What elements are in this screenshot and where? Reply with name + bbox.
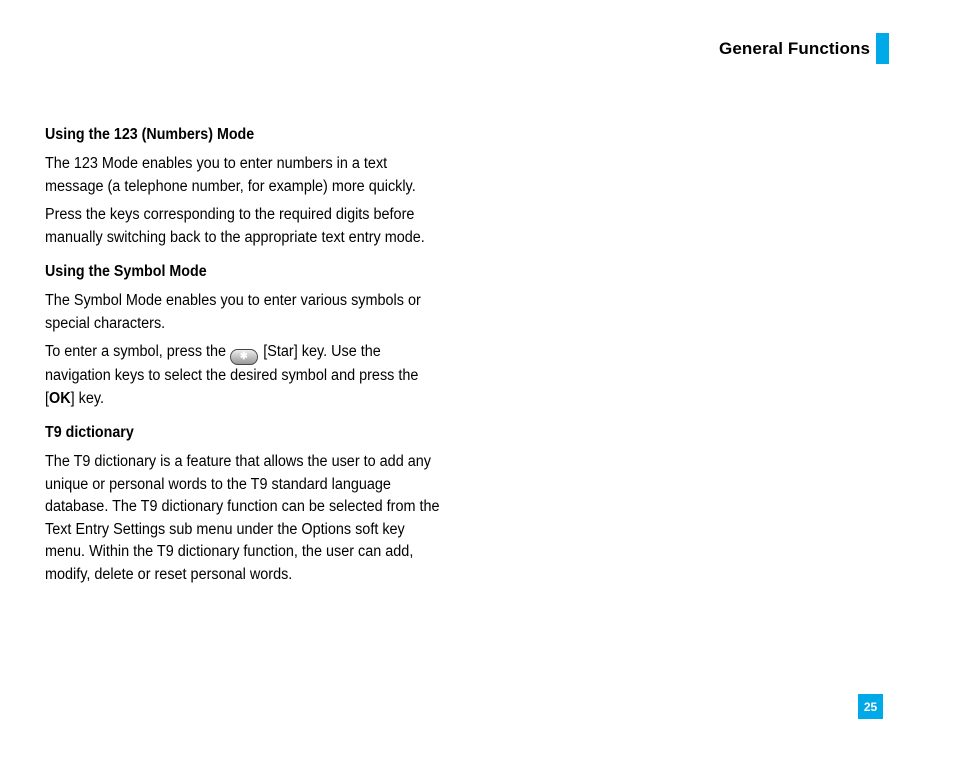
paragraph-symbol-instructions: [45, 341, 445, 410]
section-t9-dictionary: [45, 422, 445, 586]
paragraph: The 123 Mode enables you to enter numbers in a text message (a telephone number, for example) more quickly.: [45, 155, 416, 195]
paragraph: The T9 dictionary is a feature that allows the user to add any unique or personal words to the T9 standard language database. The T9 dictionary function can be selected from the Text Entry Settings sub menu under the Options soft key menu. Within the T9 dictionary function, the user can add, modify, delete or reset personal words.: [45, 453, 440, 583]
header-accent-bar: [876, 33, 889, 64]
main-content: [45, 124, 445, 598]
paragraph: Press the keys corresponding to the required digits before manually switching back to the appropriate text entry mode.: [45, 206, 425, 246]
star-key-icon: [230, 349, 258, 365]
header-title: General Functions: [719, 38, 870, 58]
section-heading: Using the 123 (Numbers) Mode: [45, 126, 255, 143]
section-numbers-mode: [45, 124, 445, 249]
paragraph: The Symbol Mode enables you to enter various symbols or special characters.: [45, 292, 421, 332]
section-heading: Using the Symbol Mode: [45, 263, 207, 280]
section-heading: T9 dictionary: [45, 424, 134, 441]
page-number-badge: 25: [858, 694, 883, 719]
section-symbol-mode: [45, 261, 445, 410]
text-fragment: ] key.: [70, 389, 105, 407]
text-fragment: [Star] key. Use the navigation keys to select the desired symbol and press the [: [45, 343, 419, 407]
ok-key-label: OK: [49, 389, 71, 407]
text-fragment: To enter a symbol, press the: [45, 343, 227, 360]
page-header: [719, 33, 889, 64]
star-glyph: ✱: [239, 351, 248, 362]
